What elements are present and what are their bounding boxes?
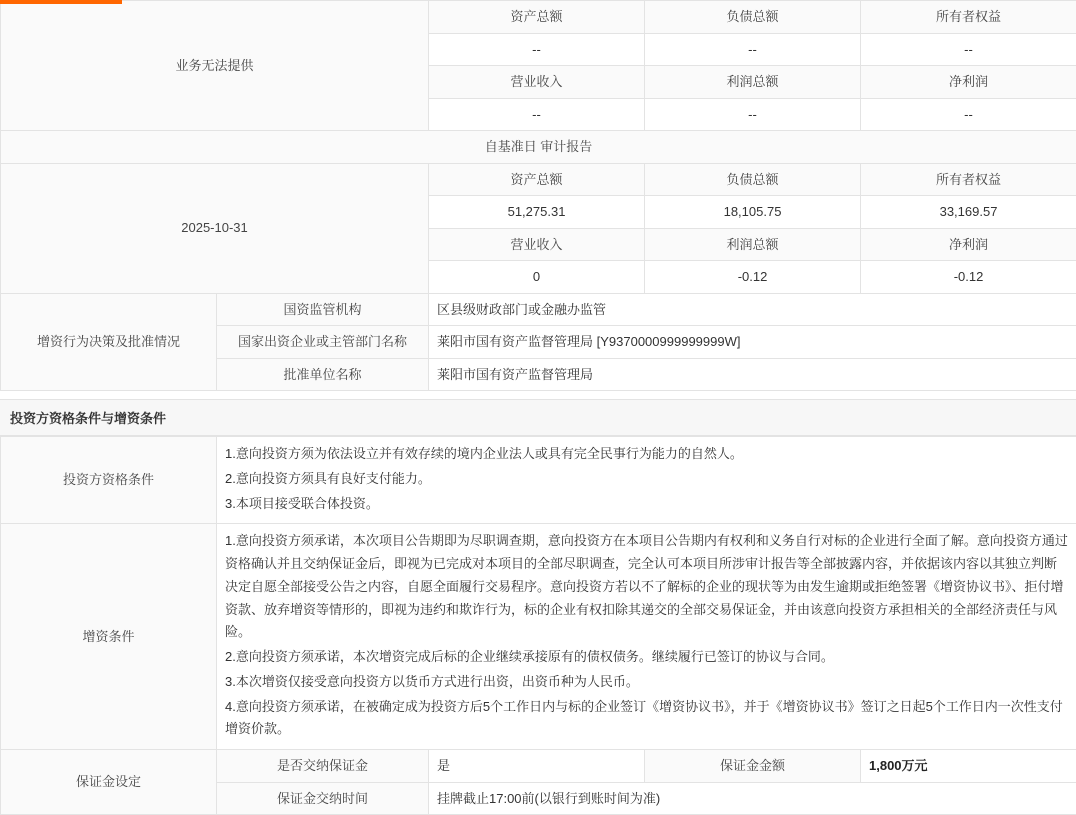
table-row [1,437,1076,524]
audit-header-total-assets: 资产总额 [429,163,645,196]
deposit-amount-label: 保证金金额 [645,750,861,783]
table-row [1,1,1076,34]
value-operating-revenue: -- [429,98,645,131]
approval-group-label: 增资行为决策及批准情况 [1,293,217,391]
conditions-item-1: 1.意向投资方须承诺，本次项目公告期即为尽职调查期，意向投资方在本项目公告期内有权利和义务自行对标的企业进行全面了解。意向投资方通过资格确认并且交纳保证金后，即视为已完成对本项目的全部尽职调查，完全认可本项目所涉审计报告等全部披露内容，并依据该内容以其独立判断决定自愿全部接受公告之内容，自愿全面履行交易程序。意向投资方若以不了解标的企业的现状等为由发生逾期或拒绝签署《增资协议书》、拒付增资款、放弃增资等情形的，即视为违约和欺诈行为，标的企业有权扣除其递交的全部交易保证金，并由该意向投资方承担相关的全部经济责任与风险。 [225,530,1068,644]
value-total-liabilities: -- [645,33,861,66]
approval-label-state-investor: 国家出资企业或主管部门名称 [217,326,429,359]
qualification-label: 投资方资格条件 [1,437,217,524]
approval-value-approver: 莱阳市国有资产监督管理局 [429,358,1076,391]
qualification-item-2: 2.意向投资方须具有良好支付能力。 [225,468,1068,491]
deposit-amount-value: 1,800万元 [861,750,1076,783]
audit-value-total-profit: -0.12 [645,261,861,294]
conditions-item-2: 2.意向投资方须承诺，本次增资完成后标的企业继续承接原有的债权债务。继续履行已签订的协议与合同。 [225,646,1068,669]
table-row [1,750,1076,783]
qualification-content [217,437,1076,524]
qualification-item-1: 1.意向投资方须为依法设立并有效存续的境内企业法人或具有完全民事行为能力的自然人。 [225,443,1068,466]
table-row [1,524,1076,750]
table-row [1,163,1076,196]
header-net-profit: 净利润 [861,66,1076,99]
approval-value-regulator: 区县级财政部门或金融办监管 [429,293,1076,326]
audit-value-total-assets: 51,275.31 [429,196,645,229]
header-operating-revenue: 营业收入 [429,66,645,99]
approval-label-regulator: 国资监管机构 [217,293,429,326]
header-total-profit: 利润总额 [645,66,861,99]
value-total-assets: -- [429,33,645,66]
audit-header-net-profit: 净利润 [861,228,1076,261]
conditions-item-4: 4.意向投资方须承诺，在被确定成为投资方后5个工作日内与标的企业签订《增资协议书》，并于《增资协议书》签订之日起5个工作日内一次性支付增资价款。 [225,696,1068,742]
audit-header-owners-equity: 所有者权益 [861,163,1076,196]
audit-value-total-liabilities: 18,105.75 [645,196,861,229]
audit-value-operating-revenue: 0 [429,261,645,294]
conditions-item-3: 3.本次增资仅接受意向投资方以货币方式进行出资，出资币种为人民币。 [225,671,1068,694]
header-total-liabilities: 负债总额 [645,1,861,34]
deposit-required-value: 是 [429,750,645,783]
header-owners-equity: 所有者权益 [861,1,1076,34]
audit-header-operating-revenue: 营业收入 [429,228,645,261]
table-row [1,293,1076,326]
value-total-profit: -- [645,98,861,131]
value-owners-equity: -- [861,33,1076,66]
conditions-content [217,524,1076,750]
approval-value-state-investor: 莱阳市国有资产监督管理局 [Y9370000999999999W] [429,326,1076,359]
deposit-time-label: 保证金交纳时间 [217,782,429,815]
table-row [1,131,1076,164]
deposit-required-label: 是否交纳保证金 [217,750,429,783]
audit-report-banner: 自基准日 审计报告 [1,131,1076,164]
unavailable-label: 业务无法提供 [1,1,429,131]
conditions-label: 增资条件 [1,524,217,750]
deposit-time-value: 挂牌截止17:00前(以银行到账时间为准) [429,782,1076,815]
investor-conditions-table [0,436,1076,815]
audit-value-net-profit: -0.12 [861,261,1076,294]
audit-header-total-liabilities: 负债总额 [645,163,861,196]
section-title-investor-conditions: 投资方资格条件与增资条件 [0,399,1076,436]
section-spacer [0,391,1076,399]
top-accent-bar [0,0,122,4]
deposit-label: 保证金设定 [1,750,217,815]
audit-header-total-profit: 利润总额 [645,228,861,261]
audit-date-label: 2025-10-31 [1,163,429,293]
audit-value-owners-equity: 33,169.57 [861,196,1076,229]
approval-label-approver: 批准单位名称 [217,358,429,391]
value-net-profit: -- [861,98,1076,131]
header-total-assets: 资产总额 [429,1,645,34]
qualification-item-3: 3.本项目接受联合体投资。 [225,493,1068,516]
financial-approval-table [0,0,1076,391]
